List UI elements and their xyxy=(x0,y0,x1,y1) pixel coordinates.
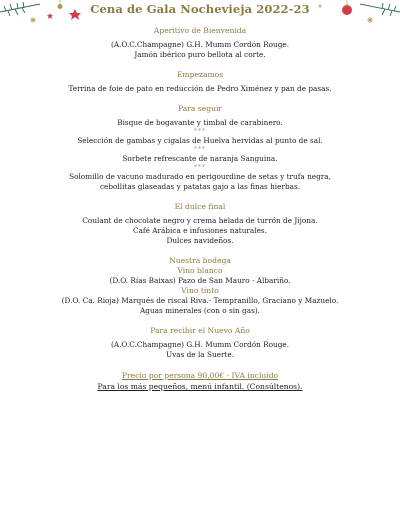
price-per-person: Precio por persona 90,00€ - IVA incluido xyxy=(121,371,279,380)
kids-menu-note: Para los más pequeños, menú infantil. (Consúltenos). xyxy=(97,382,303,391)
para-seguir-line-5: cebollitas glaseadas y patatas gajo a las finas hierbas. xyxy=(99,182,301,191)
empezamos-line-1: Terrina de foie de pato en reducción de Pedro Ximénez y pan de pasas. xyxy=(68,84,332,93)
course-separator: *** xyxy=(194,128,206,135)
para-seguir-line-2: Selección de gambas y cigalas de Huelva hervidas al punto de sal. xyxy=(77,136,323,145)
para-seguir-line-1: Bisque de bogavante y timbal de carabinero. xyxy=(117,118,283,127)
dulce-final-line-3: Dulces navideños. xyxy=(166,236,234,245)
vino-tinto-heading: Vino tinto xyxy=(181,286,219,295)
nuevo-ano-heading: Para recibir el Nuevo Año xyxy=(150,326,250,335)
aguas-line: Aguas minerales (con o sin gas). xyxy=(140,306,260,315)
empezamos-heading: Empezamos xyxy=(176,70,224,79)
nuevo-ano-line-2: Uvas de la Suerte. xyxy=(165,350,235,359)
aperitivo-line-2: Jamón ibérico puro bellota al corte. xyxy=(134,50,266,59)
para-seguir-line-3: Sorbete refrescante de naranja Sanguina. xyxy=(122,154,278,163)
dulce-final-line-2: Café Arábica e infusiones naturales. xyxy=(132,226,267,235)
para-seguir-heading: Para seguir xyxy=(177,104,223,113)
dulce-final-heading: El dulce final xyxy=(174,202,226,211)
vino-blanco-heading: Vino blanco xyxy=(177,266,223,275)
menu-title: Cena de Gala Nochevieja 2022-23 xyxy=(90,2,310,16)
course-separator: *** xyxy=(194,164,206,171)
nuevo-ano-line-1: (A.O.C.Champagne) G.H. Mumm Cordón Rouge. xyxy=(110,340,290,349)
menu-body xyxy=(0,26,400,392)
aperitivo-heading: Aperitivo de Bienvenida xyxy=(153,26,247,35)
bodega-heading: Nuestra bodega xyxy=(169,256,231,265)
aperitivo-line-1: (A.O.C.Champagne) G.H. Mumm Cordón Rouge. xyxy=(110,40,290,49)
vino-tinto-line: (D.O. Ca. Rioja) Marqués de riscal Riva.- Tempranillo, Graciano y Mazuelo. xyxy=(61,296,339,305)
dulce-final-line-1: Coulant de chocolate negro y crema helada de turrón de Jijona. xyxy=(82,216,318,225)
para-seguir-line-4: Solomillo de vacuno madurado en perigourdine de setas y trufa negra, xyxy=(69,172,331,181)
course-separator: *** xyxy=(194,146,206,153)
vino-blanco-line: (D.O. Rías Baixas) Pazo de San Mauro - Albariño. xyxy=(109,276,291,285)
